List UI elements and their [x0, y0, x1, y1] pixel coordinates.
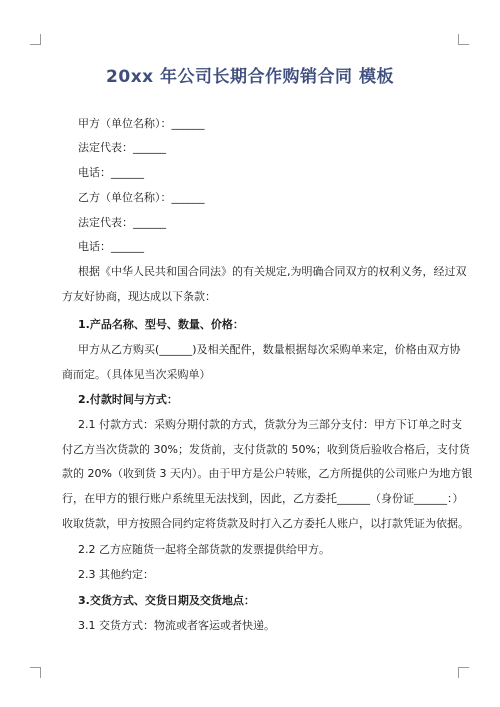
party-a-name-line: 甲方（单位名称）：______	[78, 117, 205, 130]
preamble-line-1: 根据《中华人民共和国合同法》的有关规定,为明确合同双方的权利义务，经过双	[78, 265, 467, 278]
party-b-legal-rep-line: 法定代表：______	[78, 216, 166, 229]
clause-2-1-line-5: 收取货款，甲方按照合同约定将货款及时打入乙方委托人账户，以打款凭证为依据。	[62, 517, 469, 530]
page-corner-mark-bottom-right	[458, 667, 469, 678]
section-3-heading: 3.交货方式、交货日期及交货地点：	[78, 594, 255, 607]
section-1-heading: 1.产品名称、型号、数量、价格：	[78, 318, 244, 331]
clause-2-3: 2.3 其他约定：	[78, 568, 154, 581]
clause-2-1-line-4: 行，在甲方的银行账户系统里无法找到，因此，乙方委托______（身份证______：）	[62, 492, 464, 505]
clause-2-1-line-1: 2.1 付款方式：采购分期付款的方式，货款分为三部分支付：甲方下订单之时支	[78, 418, 462, 431]
page-corner-mark-bottom-left	[30, 667, 41, 678]
party-b-phone-line: 电话：______	[78, 240, 144, 253]
section-1-text-line-1: 甲方从乙方购买(______)及相关配件，数量根据每次采购单来定，价格由双方协	[78, 343, 461, 356]
party-a-legal-rep-line: 法定代表：______	[78, 141, 166, 154]
page-corner-mark-top-left	[30, 34, 41, 45]
document-title: 20xx 年公司长期合作购销合同 模板	[106, 67, 394, 87]
section-2-heading: 2.付款时间与方式：	[78, 393, 178, 406]
section-1-text-line-2: 商而定。（具体见当次采购单）	[62, 368, 211, 381]
clause-3-1: 3.1 交货方式：物流或者客运或者快递。	[78, 619, 275, 632]
preamble-line-2: 方友好协商，现达成以下条款：	[62, 290, 216, 303]
clause-2-1-line-3: 款的 20%（收到货 3 天内）。由于甲方是公户转账，乙方所提供的公司账户为地方银	[62, 467, 473, 480]
clause-2-1-line-2: 付乙方当次货款的 30%；发货前，支付货款的 50%；收到货后验收合格后，支付货	[62, 443, 470, 456]
clause-2-2: 2.2 乙方应随货一起将全部货款的发票提供给甲方。	[78, 543, 330, 556]
page-corner-mark-top-right	[458, 34, 469, 45]
party-a-phone-line: 电话：______	[78, 166, 144, 179]
party-b-name-line: 乙方（单位名称）：______	[78, 191, 205, 204]
